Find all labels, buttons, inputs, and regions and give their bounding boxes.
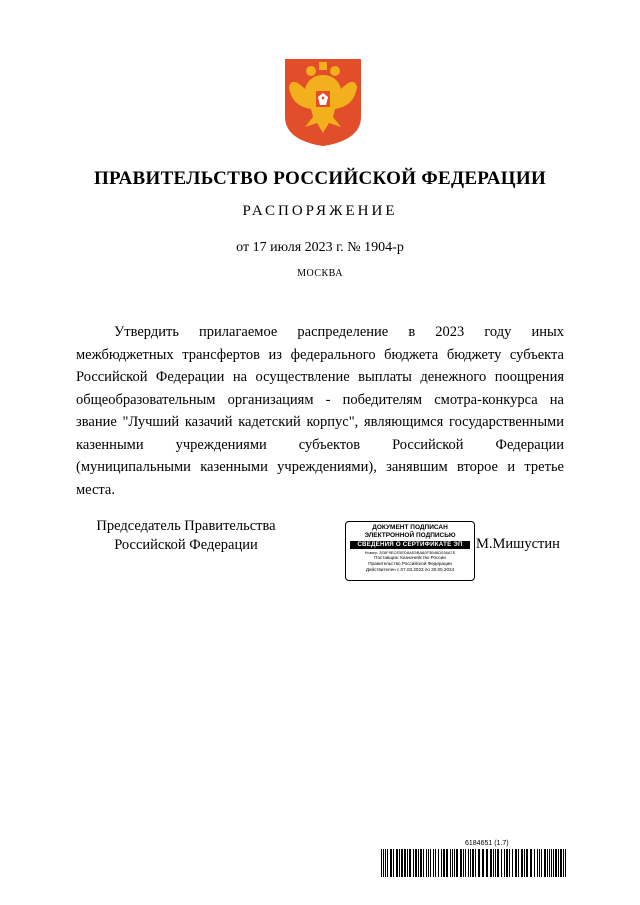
- stamp-line2: ЭЛЕКТРОННОЙ ПОДПИСЬЮ: [364, 532, 456, 539]
- signer-position-line1: Председатель Правительства: [96, 518, 276, 534]
- coat-of-arms-emblem: [283, 57, 363, 147]
- stamp-supplier: Поставщик: Казначейство России: [374, 555, 446, 560]
- date-and-number: от 17 июля 2023 г. № 1904-р: [236, 240, 404, 255]
- document-number: 6184651 (1.7): [465, 840, 509, 847]
- electronic-signature-stamp: [345, 521, 475, 581]
- city: МОСКВА: [297, 268, 343, 279]
- stamp-line1: ДОКУМЕНТ ПОДПИСАН: [372, 524, 448, 531]
- stamp-certificate-banner: СВЕДЕНИЯ О СЕРТИФИКАТЕ ЭП: [350, 541, 470, 549]
- stamp-number: Номер: 2E8F9ECE5ED8AE5BA80F3B46D036A7E: [364, 550, 456, 555]
- barcode: [381, 849, 566, 877]
- order-paragraph: Утвердить прилагаемое распределение в 2023 году иных межбюджетных трансфертов из федерального бюджета бюджету субъекта Российской Федерации на осуществление выплаты денежного поощрения общеобразовательным организациям - победителям смотра-конкурса на звание "Лучший казачий кадетский корпус", являющимся государственными казенными учреждениями субъектов Российской Федерации (муниципальными казенными учреждениями), занявшим второе и третье места.: [76, 324, 564, 498]
- stamp-owner: Правительство Российской Федерации: [368, 561, 452, 566]
- signer-name: М.Мишустин: [476, 536, 560, 552]
- government-title: ПРАВИТЕЛЬСТВО РОССИЙСКОЙ ФЕДЕРАЦИИ: [93, 168, 547, 189]
- stamp-validity: Действителен с 07.03.2023 по 30.05.2024: [365, 567, 455, 572]
- signer-position-line2: Российской Федерации: [114, 537, 258, 553]
- document-type: РАСПОРЯЖЕНИЕ: [242, 203, 398, 219]
- signer-position: [76, 517, 296, 555]
